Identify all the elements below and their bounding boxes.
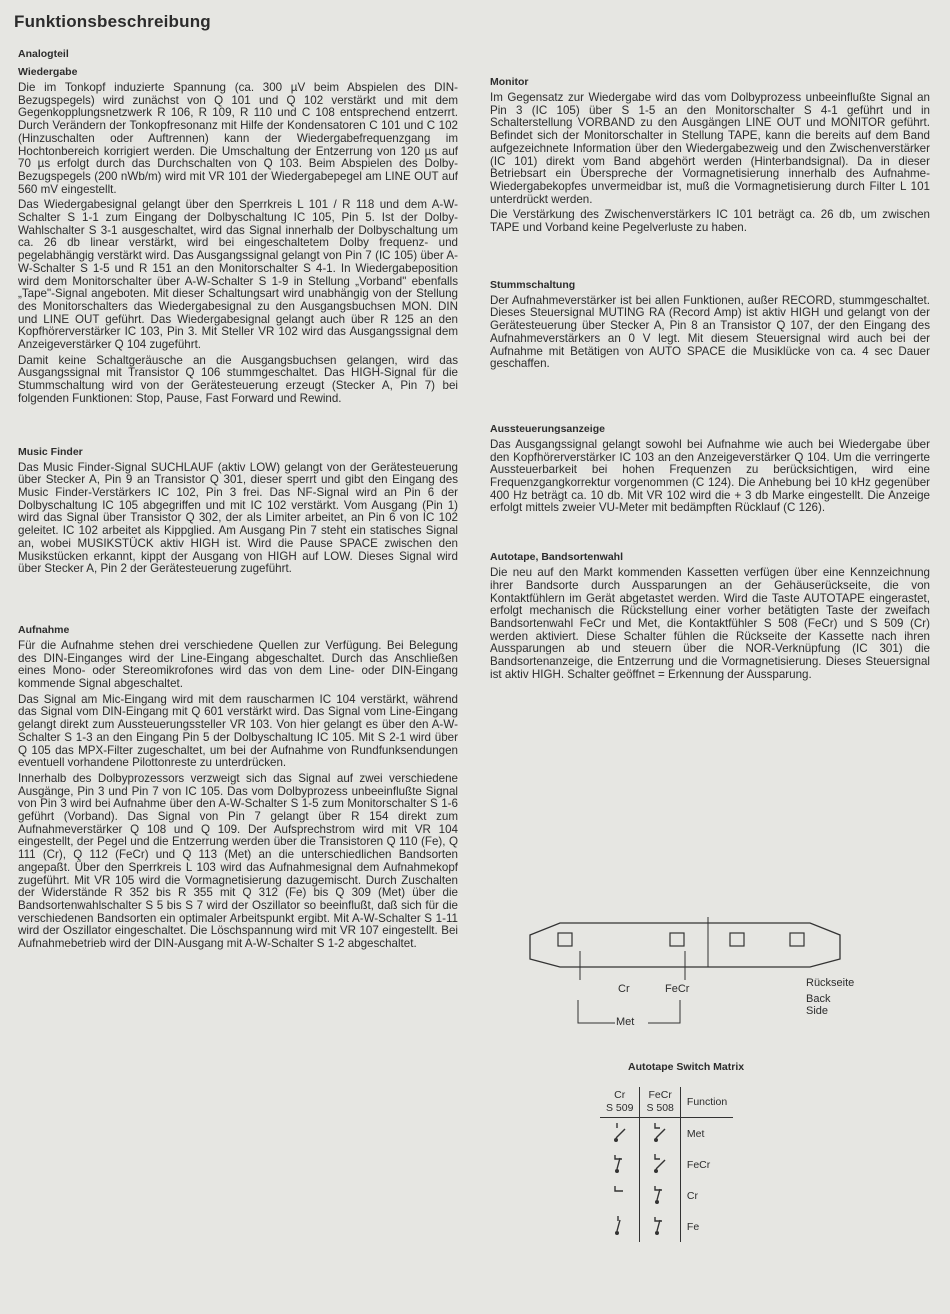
matrix-function: Fe bbox=[686, 1220, 700, 1233]
table-row bbox=[600, 1118, 733, 1150]
matrix-function: Met bbox=[686, 1127, 705, 1140]
section-stummschaltung bbox=[490, 279, 930, 371]
right-column bbox=[490, 76, 930, 685]
paragraph: Das Wiedergabesignal gelangt über den Sperrkreis L 101 / R 118 und dem A-W-Schalter S 1-1 zum Eingang der Dolbyschaltung IC 105, Pin 5. Ist der Dolby-Wahlschalter S 3-1 ausgeschaltet, wird das Signal innerhalb der Dolbyschaltung um ca. 26 db linear verstärkt, wird bei eingeschaltetem Dolby frequenz- und pegelabhängig verstärkt wird. Das Ausgangssignal gelangt von Pin 7 (IC 105) über A-W-Schalter S 1-5 und R 151 an den Monitorschalter S 4-1. In Wiedergabeposition wird dem Monitorschalter über A-W-Schalter S 1-9 in Stellung „Vorband" ebenfalls „Tape"-Signal angeboten. Mit dieser Schaltungsart wird unabhängig von der Stellung des Monitorschalters das Wiedergabesignal zu den Ausgangsbuchsen MON. DIN und LINE OUT geführt. Das Wiedergabesignal gelangt auch über R 125 an den Kopfhörerverstärker IC 103, Pin 3. Mit Steller VR 102 wird das Ausgangssignal dem Anzeigeverstärker Q 104 zugeführt. bbox=[18, 198, 458, 352]
matrix-header-cr: Cr S 509 bbox=[600, 1087, 640, 1118]
wiedergabe-heading: Wiedergabe bbox=[18, 66, 78, 78]
label-cr: Cr bbox=[618, 983, 630, 995]
paragraph: Das Music Finder-Signal SUCHLAUF (aktiv LOW) gelangt von der Gerätesteuerung über Stecker A, Pin 9 an Transistor Q 301, dieser sperrt und gibt den Eingang des Music Finder-Verstärkers IC 102, Pin 3 frei. Das NF-Signal wird an Pin 6 der Dolbyschaltung IC 105 abgegriffen und mit IC 102 verstärkt. Vom Ausgang (Pin 1) wird das Signal über Transistor Q 302, der als Limiter arbeitet, an Pin 6 von IC 102 geleitet. IC 102 arbeitet als Kippglied. Am Ausgang Pin 7 steht ein statisches Signal an, wobei MUSIKSTÜCK aktiv HIGH ist. Wird die Pause SPACE zwischen den Musikstücken erkannt, kippt der Ausgang von HIGH auf LOW. Dieses Signal wird über Stecker A, Pin 2 der Gerätesteuerung zugeführt. bbox=[18, 460, 458, 576]
stumm-heading: Stummschaltung bbox=[490, 278, 576, 291]
matrix-header-function: Function bbox=[686, 1095, 728, 1108]
matrix-function: Cr bbox=[686, 1189, 698, 1202]
label-fecr: FeCr bbox=[665, 983, 690, 995]
table-row bbox=[600, 1149, 733, 1180]
switch-matrix-table bbox=[600, 1087, 733, 1242]
matrix-function: FeCr bbox=[686, 1158, 711, 1171]
switch-closed-icon bbox=[640, 1211, 680, 1242]
label-back-de: Rückseite bbox=[806, 977, 855, 989]
switch-open-icon bbox=[600, 1180, 640, 1211]
paragraph: Innerhalb des Dolbyprozessors verzweigt sich das Signal auf zwei verschiedene Ausgänge, Pin 3 und Pin 7 von IC 105. Das vom Dolbyprozess unbeeinflußte Signal von Pin 3 wird bei Aufnahme über den A-W-Schalter S 1-5 zum Monitorschalter S 1-6 geführt (Vorband). Das Signal von Pin 7 gelangt über R 154 direkt zum Aufnahmeverstärker Q 108 und Q 109. Der Aufsprechstrom wird mit VR 104 eingestellt, der Pegel und die Entzerrung werden über die Transistoren Q 110 (Fe), Q 111 (Cr), Q 112 (FeCr) und Q 113 (Met) an die unterschiedlichen Bandsorten angepaßt. Über den Sperrkreis L 103 wird das Aufnahmesignal dem Aufnahmekopf zugeführt. Mit VR 105 wird die Vormagnetisierung dazugemischt. Durch Zuschalten der Widerstände R 352 bis R 355 mit Q 312 (Fe) bis Q 309 (Met) über die Bandsortenwahlschalter S 5 bis S 7 wird der Oszillator so beeinflußt, daß sich für die verschiedenen Bandsorten ein optimaler Arbeitspunkt ergibt. Mit A-W-Schalter S 1-11 wird der Oszillator eingeschaltet. Die Löschspannung wird mit VR 107 eingestellt. Bei Aufnahmebetrieb wird der DIN-Ausgang mit A-W-Schalter S 1-2 abgeschaltet. bbox=[18, 771, 458, 951]
page-title: Funktionsbeschreibung bbox=[14, 12, 211, 31]
switch-open-icon bbox=[600, 1118, 640, 1150]
cassette-back-diagram bbox=[520, 915, 855, 1035]
matrix-header-fecr: FeCr S 508 bbox=[640, 1087, 680, 1118]
switch-closed-icon bbox=[600, 1149, 640, 1180]
paragraph: Das Signal am Mic-Eingang wird mit dem rauscharmen IC 104 verstärkt, während das Signal vom DIN-Eingang mit Q 601 verstärkt wird. Das Signal vom Line-Eingang gelangt direkt zum Aussteuerungssteller VR 103. Von hier gelangt es über den A-W-Schalter S 1-3 an den Eingang Pin 5 der Dolbyschaltung IC 105. Mit S 2-1 wird über Q 105 das MPX-Filter zugeschaltet, um bei der Aufnahme von Rundfunksendungen eventuell vorhandene Pilottonreste zu unterdrücken. bbox=[18, 692, 458, 770]
aufnahme-heading: Aufnahme bbox=[18, 623, 70, 636]
section-music-finder bbox=[18, 446, 458, 576]
label-back-en: Back Side bbox=[806, 993, 831, 1017]
paragraph: Die Verstärkung des Zwischenverstärkers IC 101 beträgt ca. 26 db, um zwischen TAPE und Vorband keine Pegelverluste zu haben. bbox=[490, 208, 930, 235]
paragraph: Damit keine Schaltgeräusche an die Ausgangsbuchsen gelangen, wird das Ausgangssignal mit Transistor Q 106 stummgeschaltet. Das HIGH-Signal für die Stummschaltung wird von der Gerätesteuerung erzeugt (Stecker A, Pin 7) bei folgenden Funktionen: Stop, Pause, Fast Forward und Rewind. bbox=[18, 353, 458, 405]
monitor-heading: Monitor bbox=[490, 76, 529, 88]
music-finder-heading: Music Finder bbox=[18, 445, 83, 458]
cassette-outline bbox=[520, 915, 850, 1035]
section-aussteuerung bbox=[490, 423, 930, 515]
paragraph: Das Ausgangssignal gelangt sowohl bei Aufnahme wie auch bei Wiedergabe über den Kopfhörerverstärker IC 103 an den Anzeigeverstärker Q 104. Um die verringerte Aussteuerbarkeit bei hohen Frequenzen zu berücksichtigen, wird eine Frequenzgangkorrektur vorgenommen (C 124). Die Anhebung bei 10 kHz gegenüber 400 Hz beträgt ca. 10 db. Mit VR 102 wird die + 3 db Marke eingestellt. Die Anzeige erfolgt mittels zweier VU-Meter mit bedämpften Rücklauf (C 126). bbox=[490, 437, 930, 515]
left-column bbox=[18, 48, 458, 954]
section-aufnahme bbox=[18, 624, 458, 951]
table-row bbox=[600, 1211, 733, 1242]
autotape-heading: Autotape, Bandsortenwahl bbox=[490, 551, 624, 564]
section-wiedergabe bbox=[18, 66, 458, 406]
table-row bbox=[600, 1180, 733, 1211]
paragraph: Der Aufnahmeverstärker ist bei allen Funktionen, außer RECORD, stummgeschaltet. Dieses Steuersignal MUTING RA (Record Amp) ist aktiv HIGH und gelangt von der Gerätesteuerung über Stecker A, Pin 8 an Transistor Q 107, der den Eingang des Aufnahmeverstärkers an 0 V legt. Mit diesem Steuersignal wird auch bei der Aufnahme mit Betätigen von AUTO SPACE die Musiklücke von ca. 4 sec Dauer geschaffen. bbox=[490, 293, 930, 371]
paragraph: Die neu auf den Markt kommenden Kassetten verfügen über eine Kennzeichnung ihrer Bandsorte durch Aussparungen an der Gehäuserückseite, die von Kontaktfühlern im Gerät abgetastet werden. Wird die Taste AUTOTAPE eingerastet, erfolgt mechanisch die Rückstellung einer vorher betätigten Taste der zweifach Bandsortenwahl FeCr und Met, die Kontaktfühler S 508 (FeCr) und S 509 (Cr) werden aktiviert. Diese Schalter fühlen die Rückseite der Kassette nach ihren Aussparungen ab und steuern über die NOR-Verknüpfung (IC 301) die Bandsortenanzeige, die Entzerrung und die Vormagnetisierung. Dieses Steuersignal ist aktiv HIGH. Schalter geöffnet = Erkennung der Aussparung. bbox=[490, 566, 930, 681]
paragraph: Im Gegensatz zur Wiedergabe wird das vom Dolbyprozess unbeeinflußte Signal an Pin 3 (IC 105) über S 1-5 an den Monitorschalter S 4-1 geführt und in Schalterstellung VORBAND zu den Ausgängen LINE OUT und MONITOR geführt. Befindet sich der Monitorschalter in Stellung TAPE, kann die bereits auf dem Band aufgezeichnete Information über den Wiedergabezweig und den Zwischenverstärker (IC 101) direkt vom Band abgehört werden (Hinterbandsignal). Da in dieser Betriebsart ein Überspreche der Vormagnetisierung innerhalb des Aufnahme-Wiedergabekopfes unvermeidbar ist, muß die Vormagnetisierung durch Filter L 101 unterdrückt werden. bbox=[490, 91, 930, 206]
switch-open-icon bbox=[640, 1118, 680, 1150]
switch-closed-icon bbox=[600, 1211, 640, 1242]
paragraph: Die im Tonkopf induzierte Spannung (ca. 300 µV beim Abspielen des DIN-Bezugspegels) wird zunächst von Q 101 und Q 102 verstärkt und mit dem Gegenkopplungsnetzwerk R 106, R 109, R 110 und C 108 entsprechend entzerrt. Durch Verändern der Tonkopfresonanz mit Hilfe der Kondensatoren C 101 und C 102 (Hinzuschalten oder Auftrennen) kann der Wiedergabefrequenzgang im Hochtonbereich korrigiert werden. Die Umschaltung der Entzerrung von 120 µs auf 70 µs erfolgt durch das Durchschalten von Q 103. Beim Abspielen des Dolby-Bezugspegels (200 nWb/m) wird mit VR 101 der Wiedergabepegel am LINE OUT auf 560 mV eingestellt. bbox=[18, 81, 458, 196]
matrix-title: Autotape Switch Matrix bbox=[628, 1061, 745, 1073]
label-met: Met bbox=[616, 1016, 635, 1028]
paragraph: Für die Aufnahme stehen drei verschiedene Quellen zur Verfügung. Bei Belegung des DIN-Einganges wird der Line-Eingang abgeschaltet. Durch das Anschließen eines Mono- oder Stereomikrofones wird das von dem Line- oder DIN-Eingang kommende Signal abgeschaltet. bbox=[18, 638, 458, 691]
section-monitor bbox=[490, 76, 930, 235]
switch-open-icon bbox=[640, 1149, 680, 1180]
aussteuerung-heading: Aussteuerungsanzeige bbox=[490, 422, 605, 435]
switch-closed-icon bbox=[640, 1180, 680, 1211]
section-autotape bbox=[490, 551, 930, 681]
analog-heading: Analogteil bbox=[18, 48, 69, 60]
